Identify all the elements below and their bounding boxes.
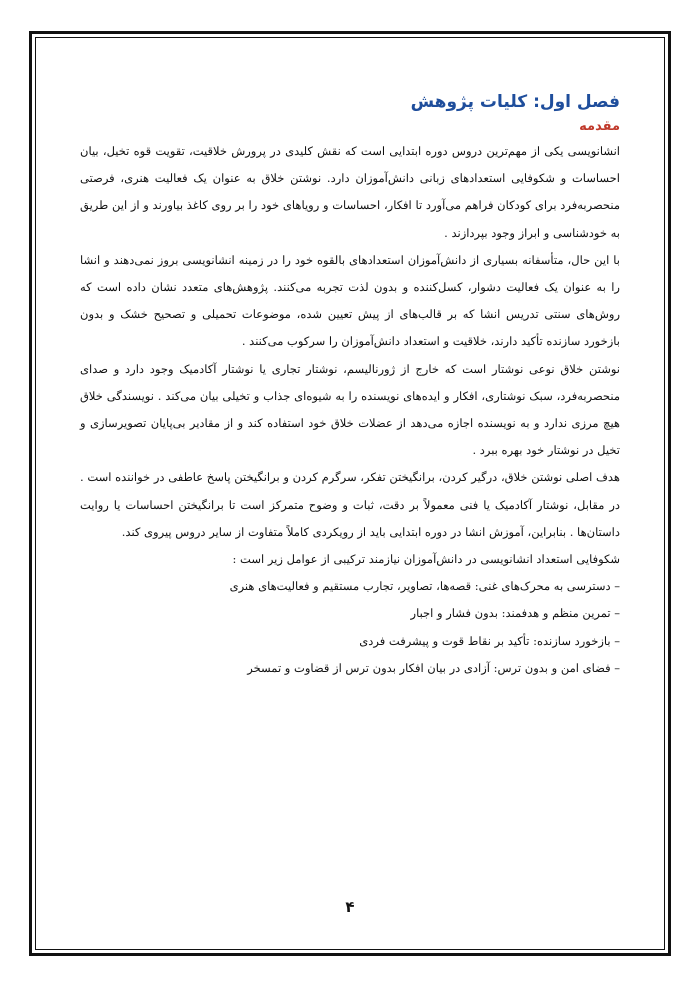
- list-item: – تمرین منظم و هدفمند: بدون فشار و اجبار: [410, 606, 620, 621]
- list-item: – دسترسی به محرک‌های غنی: قصه‌ها، تصاویر، تجارب مستقیم و فعالیت‌های هنری: [229, 579, 620, 594]
- page-number: ۴: [345, 898, 355, 916]
- factor-list: [80, 573, 620, 682]
- paragraph: نوشتن خلاق نوعی نوشتار است که خارج از ژورنالیسم، نوشتار تجاری یا نوشتار آکادمیک وجود دارد و صدای منحصربه‌فرد، سبک نوشتاری، افکار و ایده‌های نویسنده را به شیوه‌ای جذاب و تخیلی بیان می‌کند . نویسندگی خلاق هیچ مرزی ندارد و به نویسنده اجازه می‌دهد از عضلات خلاق خود استفاده کند و از مقادیر بی‌پایان تصویرسازی و تخیل در نوشتار خود بهره ببرد .: [80, 361, 620, 458]
- paragraph: انشانویسی یکی از مهم‌ترین دروس دوره ابتدایی است که نقش کلیدی در پرورش خلاقیت، تقویت قوه تخیل، بیان احساسات و شکوفایی استعدادهای زبانی دانش‌آموزان دارد. نوشتن خلاق به عنوان یک فعالیت هنری، فرصتی منحصربه‌فرد برای کودکان فراهم می‌آورد تا افکار، احساسات و رویاهای خود را بر روی کاغذ بیاورند و از این طریق به خودشناسی و ابراز وجود بپردازند .: [80, 144, 620, 240]
- section-heading: مقدمه: [579, 119, 620, 134]
- document-body: [80, 88, 620, 682]
- chapter-title: فصل اول: کلیات پژوهش: [410, 92, 620, 112]
- list-item: – بازخورد سازنده: تأکید بر نقاط قوت و پیشرفت فردی: [359, 633, 620, 648]
- list-item: – فضای امن و بدون ترس: آزادی در بیان افکار بدون ترس از قضاوت و تمسخر: [247, 660, 620, 675]
- list-intro: شکوفایی استعداد انشانویسی در دانش‌آموزان نیازمند ترکیبی از عوامل زیر است :: [232, 552, 620, 567]
- paragraph: هدف اصلی نوشتن خلاق، درگیر کردن، برانگیختن تفکر، سرگرم کردن و برانگیختن پاسخ عاطفی در خواننده است . در مقابل، نوشتار آکادمیک یا فنی معمولاً بر دقت، ثبات و وضوح متمرکز است تا برانگیختن احساسات یا روایت داستان‌ها . بنابراین، آموزش انشا در دوره ابتدایی باید از رویکردی کاملاً متفاوت از سایر دروس پیروی کند.: [80, 470, 620, 539]
- paragraph: با این حال، متأسفانه بسیاری از دانش‌آموزان استعدادهای بالقوه خود را در زمینه انشانویسی بروز نمی‌دهند و انشا را به عنوان یک فعالیت دشوار، کسل‌کننده و بدون لذت تجربه می‌کنند. پژوهش‌های متعدد نشان داده است که روش‌های سنتی تدریس انشا که بر قالب‌های از پیش تعیین شده، موضوعات تحمیلی و تصحیح خشک و بدون بازخورد سازنده تأکید دارند، خلاقیت و استعداد دانش‌آموزان را سرکوب می‌کنند .: [80, 252, 620, 349]
